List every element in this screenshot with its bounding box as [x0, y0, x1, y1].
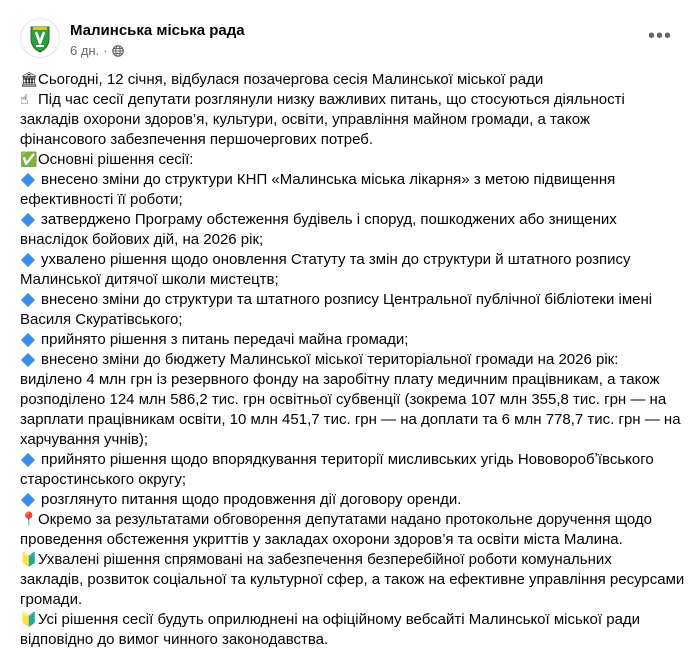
post-meta [70, 43, 124, 58]
pin-icon: 📍 [20, 512, 38, 528]
blue-diamond-icon [21, 492, 35, 506]
post-line: затверджено Програму обстеження будівель і споруд, пошкоджених або знищених [20, 210, 682, 230]
page-name[interactable]: Малинська міська рада [70, 22, 245, 39]
more-options-icon[interactable]: ••• [647, 24, 672, 47]
post-time[interactable]: 6 дн. [70, 43, 100, 58]
blue-diamond-icon [21, 292, 35, 306]
blue-diamond-icon [21, 352, 35, 366]
post-line: зарплати працівникам освіти, 10 млн 451,7 тис. грн — на доплати та 6 млн 778,7 тис. грн — на [20, 411, 681, 428]
page-avatar[interactable] [20, 18, 60, 58]
post-line: ухвалено рішення щодо оновлення Статуту та змін до структури й штатного розпису [20, 250, 682, 270]
post-line: відповідно до вимог чинного законодавства. [20, 631, 329, 648]
blue-diamond-icon [21, 332, 35, 346]
post-line: прийнято рішення з питань передачі майна громади; [20, 330, 682, 350]
post-line: внесено зміни до структури КНП «Малинська міська лікарня» з метою підвищення [20, 170, 682, 190]
post-line: виділено 4 млн грн із резервного фонду на заробітну плату медичним працівникам, а також [20, 371, 660, 388]
post-line: закладів охорони здоров’я, культури, освіти, управління майном громади, а також [20, 111, 590, 128]
post-line: прийнято рішення щодо впорядкування території мисливських угідь Нововоробʼївського [20, 450, 682, 470]
building-icon: 🏛 [20, 72, 38, 88]
post-line: внаслідок бойових дій, на 2026 рік; [20, 231, 264, 248]
post-line: розподілено 124 млн 586,2 тис. грн освітньої субвенції (зокрема 107 млн 355,8 тис. грн — на [20, 391, 667, 408]
post-text [20, 70, 685, 650]
post-line: розглянуто питання щодо продовження дії договору оренди. [20, 490, 682, 510]
post-line: ✅Основні рішення сесії: [20, 151, 194, 168]
post-line: внесено зміни до структури та штатного розпису Центральної публічної бібліотеки імені [20, 290, 682, 310]
pointing-finger-icon: ☝ [20, 92, 29, 108]
checkmark-icon: ✅ [20, 152, 38, 168]
meta-separator: · [103, 43, 108, 58]
beginner-leaf-icon: 🔰 [20, 612, 38, 628]
post-line: старостинського округу; [20, 471, 187, 488]
blue-diamond-icon [21, 452, 35, 466]
post-line: внесено зміни до бюджету Малинської міської територіальної громади на 2026 рік: [20, 350, 682, 370]
blue-diamond-icon [21, 212, 35, 226]
post-line: 📍Окремо за результатами обговорення депутатами надано протокольне доручення щодо [20, 511, 653, 528]
post-line: проведення обстеження укриттів у закладах охорони здоров’я та освіти міста Малина. [20, 531, 623, 548]
post-line: громади. [20, 591, 83, 608]
beginner-leaf-icon: 🔰 [20, 552, 38, 568]
post-line: 🏛Сьогодні, 12 січня, відбулася позачергова сесія Малинської міської ради [20, 71, 544, 88]
blue-diamond-icon [21, 172, 35, 186]
post-line: 🔰Усі рішення сесії будуть оприлюднені на офіційному вебсайті Малинської міської ради [20, 611, 641, 628]
coat-of-arms-icon [21, 19, 59, 57]
blue-diamond-icon [21, 252, 35, 266]
post-line: Малинської дитячої школи мистецтв; [20, 271, 279, 288]
post-line: харчування учнів); [20, 431, 149, 448]
post-line: фінансового забезпечення першочергових потреб. [20, 131, 374, 148]
post-line: ☝ Під час сесії депутати розглянули низку важливих питань, що стосуються діяльності [20, 91, 625, 108]
post-line: закладів, розвиток соціальної та культурної сфер, а також на ефективне управління ресурсами [20, 571, 685, 588]
post-line: ефективності її роботи; [20, 191, 183, 208]
post-line: Василя Скуратівського; [20, 311, 183, 328]
globe-icon[interactable] [112, 45, 124, 57]
post-line: 🔰Ухвалені рішення спрямовані на забезпечення безперебійної роботи комунальних [20, 551, 612, 568]
post-header [16, 14, 682, 62]
